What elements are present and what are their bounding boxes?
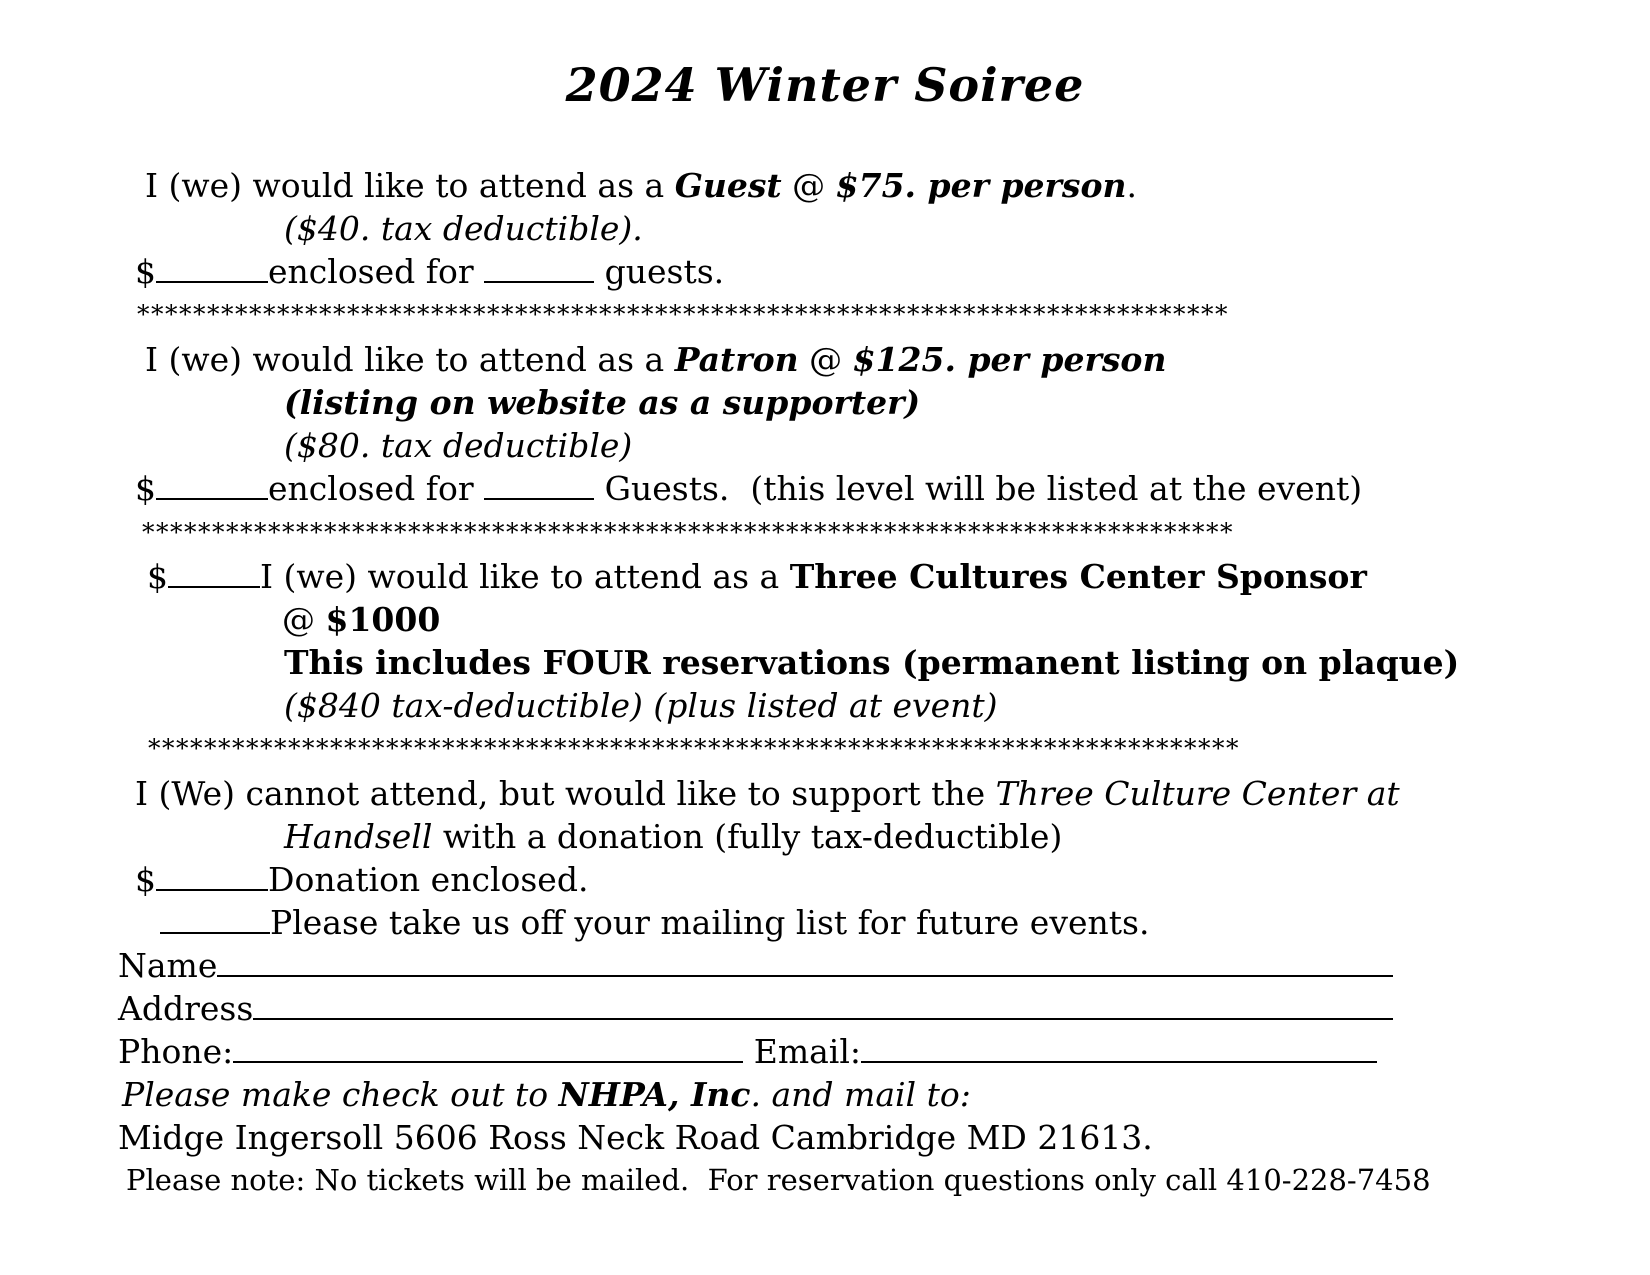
- patron-amount-field[interactable]: [156, 470, 268, 500]
- guest-dot: .: [1126, 166, 1138, 205]
- patron-unit: Guests.: [594, 469, 730, 508]
- patron-count-field[interactable]: [484, 470, 594, 500]
- mailing-line: [160, 903, 1149, 943]
- patron-enclosed-line: [135, 469, 1362, 509]
- patron-deductible: ($80. tax deductible): [284, 426, 633, 465]
- divider-stars: ******************************************************************************: [148, 734, 1240, 763]
- guest-line: [145, 166, 1137, 206]
- sponsor-deductible: ($840 tax-deductible) (plus listed at event): [284, 686, 998, 725]
- mail-org: NHPA, Inc: [558, 1075, 751, 1114]
- guest-deductible: ($40. tax deductible).: [284, 209, 643, 248]
- sponsor-level: Three Cultures Center Sponsor: [789, 557, 1367, 596]
- footer-note: Please note: No tickets will be mailed. For reservation questions only call 410-228-7458: [126, 1163, 1431, 1197]
- sponsor-line: [147, 557, 1367, 597]
- patron-dollar: $: [135, 469, 156, 508]
- guest-intro: I (we) would like to attend as a: [145, 166, 675, 205]
- mail-post: . and mail to:: [750, 1075, 971, 1114]
- patron-note: (this level will be listed at the event): [729, 469, 1363, 508]
- guest-dollar: $: [135, 252, 156, 291]
- name-field[interactable]: [217, 947, 1393, 977]
- donation-enclosed-line: [135, 860, 588, 900]
- address-field[interactable]: [253, 990, 1393, 1020]
- phone-email-line: [118, 1032, 1377, 1072]
- donation-enclosed-label: Donation enclosed.: [268, 860, 589, 899]
- divider-stars: ******************************************************************************: [142, 518, 1234, 547]
- patron-level: Patron: [674, 340, 799, 379]
- patron-listing: (listing on website as a supporter): [284, 383, 921, 422]
- mailing-label: Please take us off your mailing list for future events.: [270, 903, 1150, 942]
- sponsor-intro: I (we) would like to attend as a: [260, 557, 790, 596]
- donation-rest: with a donation (fully tax-deductible): [432, 817, 1063, 856]
- donation-line-2: [284, 817, 1062, 857]
- donation-intro: I (We) cannot attend, but would like to support the: [135, 774, 996, 813]
- mail-pre: Please make check out to: [122, 1075, 559, 1114]
- name-label: Name: [118, 946, 218, 985]
- donation-dollar: $: [135, 860, 156, 899]
- guest-level: Guest: [674, 166, 782, 205]
- guest-price: $75. per person: [835, 166, 1127, 205]
- patron-line: [145, 340, 1166, 380]
- donation-amount-field[interactable]: [156, 861, 268, 891]
- patron-price: $125. per person: [852, 340, 1167, 379]
- email-field[interactable]: [861, 1033, 1377, 1063]
- sponsor-includes: This includes FOUR reservations (permanent listing on plaque): [284, 643, 1460, 682]
- guest-enclosed-line: [135, 252, 724, 292]
- donation-org-part1: Three Culture Center at: [995, 774, 1400, 813]
- guest-at: @: [781, 166, 836, 205]
- patron-intro: I (we) would like to attend as a: [145, 340, 675, 379]
- address-line: [118, 989, 1393, 1029]
- patron-at: @: [798, 340, 853, 379]
- guest-count-field[interactable]: [484, 253, 594, 283]
- sponsor-price: $1000: [325, 600, 441, 639]
- divider-stars: ******************************************************************************: [137, 300, 1229, 329]
- guest-amount-field[interactable]: [156, 253, 268, 283]
- sponsor-amount-field[interactable]: [168, 558, 260, 588]
- donation-org-part2: Handsell: [284, 817, 433, 856]
- sponsor-dollar: $: [147, 557, 168, 596]
- email-label: Email:: [753, 1032, 862, 1071]
- mail-address: Midge Ingersoll 5606 Ross Neck Road Cambridge MD 21613.: [118, 1118, 1153, 1157]
- sponsor-price-line: [282, 600, 440, 640]
- mail-instructions: [122, 1075, 971, 1115]
- guest-unit: guests.: [594, 252, 725, 291]
- name-line: [118, 946, 1393, 986]
- phone-field[interactable]: [233, 1033, 743, 1063]
- phone-label: Phone:: [118, 1032, 234, 1071]
- guest-enclosed-label: enclosed for: [268, 252, 485, 291]
- page-title: 2024 Winter Soiree: [565, 58, 1085, 112]
- sponsor-at: @: [282, 600, 326, 639]
- mailing-optout-field[interactable]: [160, 904, 270, 934]
- address-label: Address: [118, 989, 254, 1028]
- donation-line: [135, 774, 1400, 814]
- patron-enclosed-label: enclosed for: [268, 469, 485, 508]
